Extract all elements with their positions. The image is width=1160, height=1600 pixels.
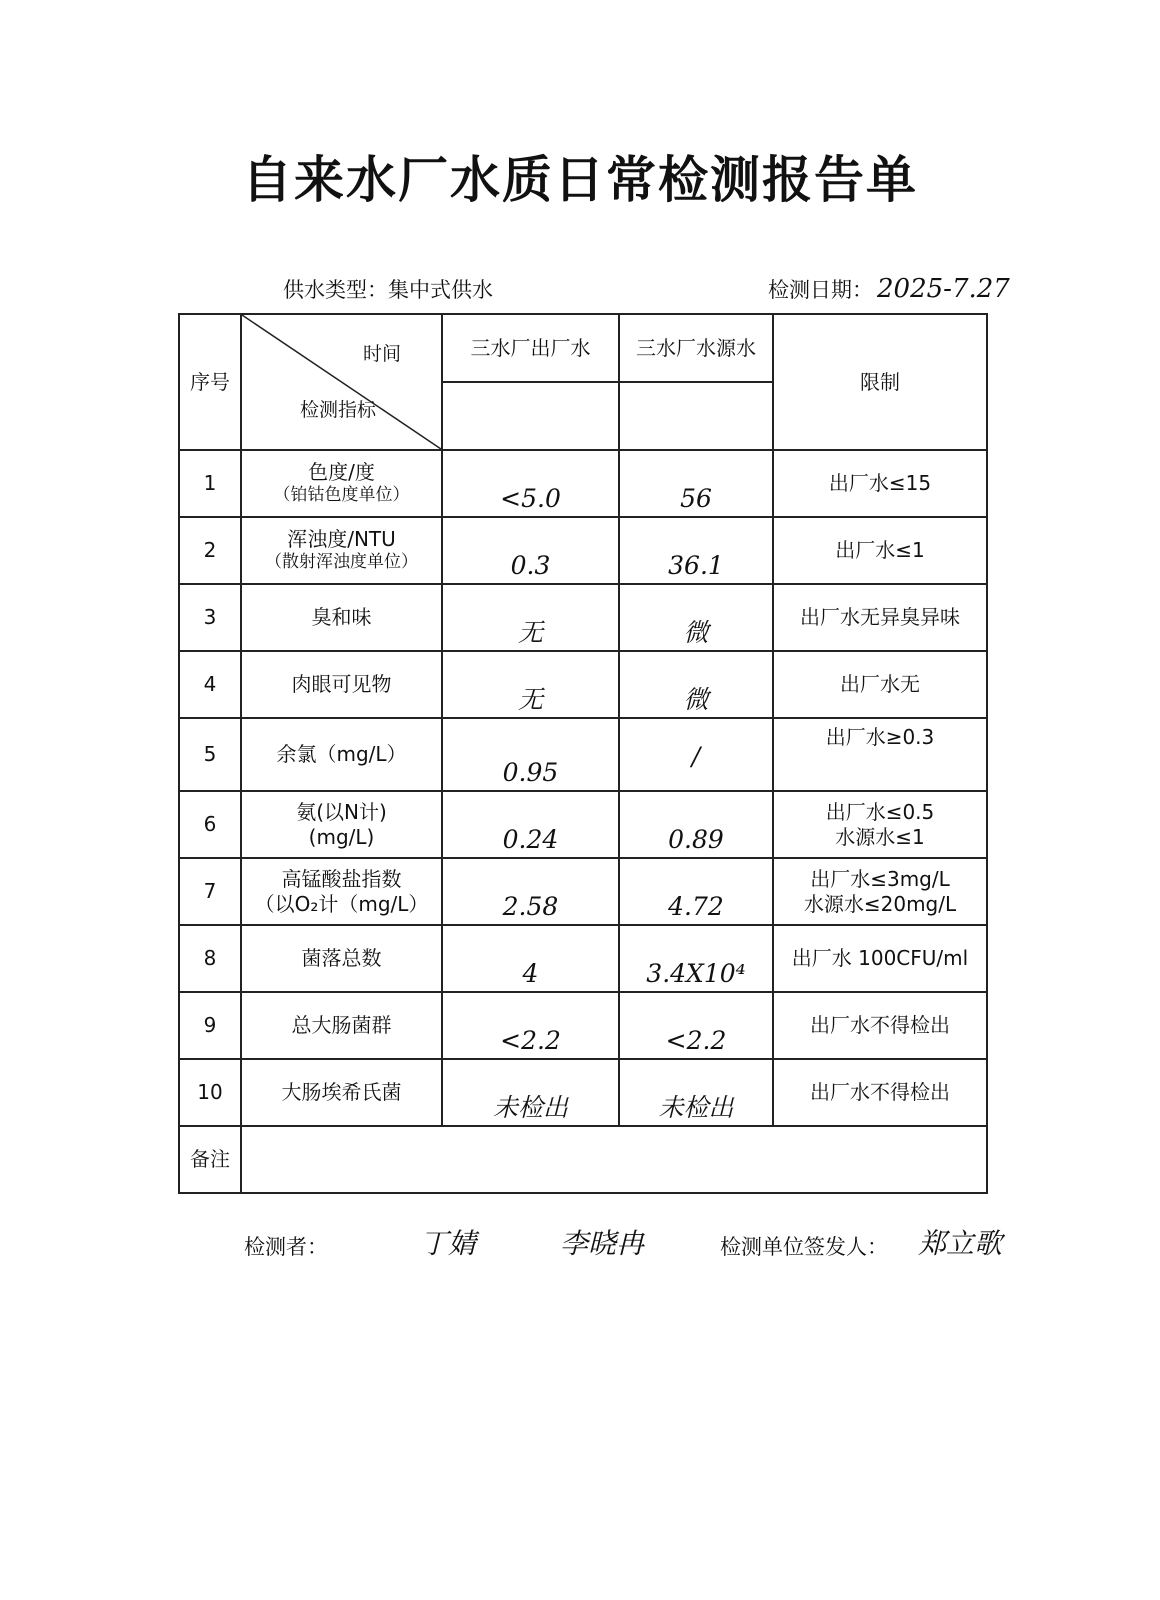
outlet-value: [442, 584, 619, 651]
outlet-value: [442, 858, 619, 925]
source-value-text: 0.89: [668, 824, 724, 854]
indicator-unit: （以O₂计（mg/L）: [254, 891, 429, 916]
row-no: 6: [179, 791, 241, 858]
limit-value: [773, 858, 987, 925]
limit-line-1: 出厂水不得检出: [810, 1013, 950, 1037]
indicator-name: [241, 651, 442, 718]
row-no: 2: [179, 517, 241, 584]
outlet-value: [442, 517, 619, 584]
indicator-label: 臭和味: [311, 605, 372, 629]
outlet-value-text: 0.24: [502, 824, 559, 854]
diag-indicator-label: 检测指标: [300, 399, 377, 422]
row-no: 10: [179, 1059, 241, 1126]
source-value-text: /: [691, 741, 701, 771]
outlet-value-text: 无: [517, 684, 543, 714]
limit-line-1: 出厂水≥0.3: [825, 725, 935, 749]
indicator-label: 氨(以N计): [296, 799, 387, 824]
outlet-value-text: 无: [517, 617, 543, 647]
table-row: [179, 992, 987, 1059]
source-value-text: 56: [680, 483, 712, 513]
diagonal-header: [241, 314, 442, 450]
outlet-value: [442, 791, 619, 858]
source-value-text: 3.4X10⁴: [646, 958, 746, 988]
limit-value: [773, 517, 987, 584]
indicator-name: [241, 1059, 442, 1126]
col-header-outlet: 三水厂出厂水: [442, 314, 619, 382]
test-date-label: 检测日期：: [768, 278, 873, 302]
indicator-unit: (mg/L): [308, 824, 375, 849]
outlet-value: [442, 992, 619, 1059]
limit-value: [773, 450, 987, 517]
source-value-text: 微: [683, 617, 709, 647]
indicator-unit: （散射浑浊度单位）: [265, 552, 418, 573]
limit-value: [773, 584, 987, 651]
note-value: [241, 1126, 987, 1193]
indicator-unit: （铂钴色度单位）: [273, 485, 410, 506]
source-value: [619, 651, 773, 718]
limit-line-2: 水源水≤20mg/L: [803, 891, 957, 916]
outlet-value: [442, 1059, 619, 1126]
source-value-text: <2.2: [665, 1025, 727, 1055]
note-label: 备注: [179, 1126, 241, 1193]
indicator-name: [241, 584, 442, 651]
test-date-value: 2025-7.27: [877, 274, 1010, 304]
source-value: [619, 1059, 773, 1126]
table-row: [179, 718, 987, 791]
outlet-value: [442, 718, 619, 791]
table-row: [179, 651, 987, 718]
source-value: [619, 718, 773, 791]
indicator-name: [241, 858, 442, 925]
indicator-name: [241, 992, 442, 1059]
indicator-name: [241, 791, 442, 858]
diagonal-line: [242, 315, 441, 449]
indicator-label: 高锰酸盐指数: [281, 866, 402, 891]
indicator-label: 浑浊度/NTU: [287, 527, 396, 552]
indicator-label: 色度/度: [308, 460, 375, 485]
source-value-text: 36.1: [668, 550, 724, 580]
col-header-limit: 限制: [773, 314, 987, 450]
outlet-value-text: 0.95: [502, 757, 559, 787]
diag-time-label: 时间: [362, 343, 401, 365]
indicator-label: 余氯（mg/L）: [276, 742, 407, 766]
row-no: 7: [179, 858, 241, 925]
limit-value: [773, 925, 987, 992]
seq-header: 序号: [179, 314, 241, 450]
table-row: [179, 1059, 987, 1126]
indicator-label: 总大肠菌群: [291, 1013, 392, 1037]
table-row: [179, 925, 987, 992]
table-row: [179, 584, 987, 651]
supply-type: 供水类型：集中式供水: [283, 278, 493, 302]
outlet-value-text: <2.2: [500, 1025, 561, 1055]
indicator-name: [241, 517, 442, 584]
outlet-value-text: 未检出: [492, 1092, 568, 1122]
limit-line-1: 出厂水无异臭异味: [800, 605, 960, 629]
row-no: 8: [179, 925, 241, 992]
limit-line-1: 出厂水 100CFU/ml: [791, 946, 969, 970]
table-row: [179, 450, 987, 517]
row-no: 5: [179, 718, 241, 791]
outlet-subheader-empty: [442, 382, 619, 450]
source-value-text: 微: [683, 684, 709, 714]
outlet-value: [442, 925, 619, 992]
tester-label: 检测者：: [244, 1235, 328, 1259]
report-table: [178, 313, 988, 1194]
col-header-source: 三水厂水源水: [619, 314, 773, 382]
indicator-label: 大肠埃希氏菌: [281, 1080, 402, 1104]
source-value: [619, 791, 773, 858]
limit-line-1: 出厂水≤1: [835, 538, 925, 562]
issuer-signature: 郑立歌: [918, 1227, 1003, 1260]
indicator-name: [241, 718, 442, 791]
row-no: 4: [179, 651, 241, 718]
source-value: [619, 858, 773, 925]
limit-value: [773, 791, 987, 858]
table-row: [179, 517, 987, 584]
indicator-label: 肉眼可见物: [291, 672, 392, 696]
tester-signature-2: 李晓冉: [560, 1227, 645, 1260]
limit-line-1: 出厂水≤0.5: [825, 799, 935, 824]
issuer-label: 检测单位签发人：: [720, 1235, 888, 1259]
limit-value: [773, 992, 987, 1059]
limit-value: [773, 651, 987, 718]
source-value-text: 4.72: [668, 891, 724, 921]
source-value-text: 未检出: [658, 1092, 734, 1122]
report-title: 自来水厂水质日常检测报告单: [242, 151, 918, 209]
outlet-value: [442, 450, 619, 517]
indicator-name: [241, 450, 442, 517]
row-no: 3: [179, 584, 241, 651]
indicator-name: [241, 925, 442, 992]
source-value: [619, 517, 773, 584]
limit-line-1: 出厂水无: [840, 672, 920, 696]
tester-signature-1: 丁婧: [420, 1227, 477, 1260]
limit-value: [773, 718, 987, 791]
indicator-label: 菌落总数: [301, 946, 382, 970]
outlet-value: [442, 651, 619, 718]
outlet-value-text: <5.0: [500, 483, 561, 513]
limit-line-1: 出厂水不得检出: [810, 1080, 950, 1104]
source-value: [619, 450, 773, 517]
outlet-value-text: 2.58: [502, 891, 559, 921]
note-row: [179, 1126, 987, 1193]
row-no: 1: [179, 450, 241, 517]
table-row: [179, 858, 987, 925]
limit-line-2: 水源水≤1: [835, 824, 925, 849]
source-value: [619, 992, 773, 1059]
source-subheader-empty: [619, 382, 773, 450]
table-row: [179, 791, 987, 858]
row-no: 9: [179, 992, 241, 1059]
limit-value: [773, 1059, 987, 1126]
limit-line-1: 出厂水≤3mg/L: [810, 866, 950, 891]
source-value: [619, 584, 773, 651]
source-value: [619, 925, 773, 992]
outlet-value-text: 4: [522, 958, 539, 988]
limit-line-1: 出厂水≤15: [828, 471, 932, 495]
test-date: [768, 274, 1010, 304]
outlet-value-text: 0.3: [510, 550, 551, 580]
